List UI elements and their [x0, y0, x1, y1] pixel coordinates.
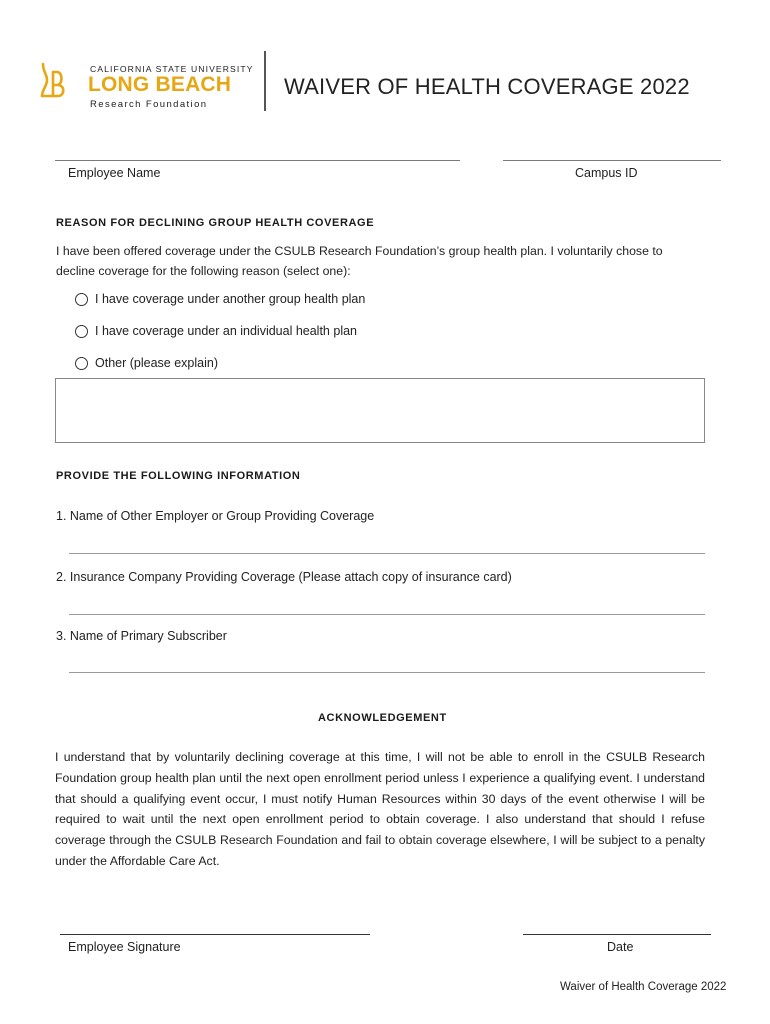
insurance-input-line[interactable]: [69, 614, 705, 615]
reason-intro-line1: I have been offered coverage under the CSULB Research Foundation’s group health plan. I voluntarily chose to: [56, 244, 663, 258]
reason-intro-line2: decline coverage for the following reason (select one):: [56, 264, 351, 278]
page-footer: Waiver of Health Coverage 2022: [560, 981, 727, 993]
header-divider: [264, 51, 266, 111]
employer-input-line[interactable]: [69, 553, 705, 554]
radio-button[interactable]: [75, 357, 88, 370]
radio-button[interactable]: [75, 325, 88, 338]
employee-signature-label: Employee Signature: [68, 940, 181, 954]
campus-id-field[interactable]: [503, 160, 721, 161]
option-label: I have coverage under an individual health plan: [95, 324, 357, 338]
page-title: WAIVER OF HEALTH COVERAGE 2022: [284, 74, 690, 99]
option-other[interactable]: [75, 356, 218, 370]
info-heading: PROVIDE THE FOLLOWING INFORMATION: [56, 470, 301, 482]
info-item-employer: 1. Name of Other Employer or Group Providing Coverage: [56, 509, 375, 523]
acknowledgement-heading: ACKNOWLEDGEMENT: [318, 712, 447, 724]
date-label: Date: [607, 940, 634, 954]
employee-name-field[interactable]: [55, 160, 460, 161]
subscriber-input-line[interactable]: [69, 672, 705, 673]
date-field[interactable]: [523, 934, 711, 935]
reason-heading: REASON FOR DECLINING GROUP HEALTH COVERAGE: [56, 217, 375, 229]
logo-university-text: CALIFORNIA STATE UNIVERSITY: [90, 64, 254, 74]
logo-campus-text: LONG BEACH: [88, 73, 232, 96]
option-group-plan[interactable]: [75, 292, 365, 306]
info-item-insurance: 2. Insurance Company Providing Coverage (Please attach copy of insurance card): [56, 570, 512, 584]
info-item-subscriber: 3. Name of Primary Subscriber: [56, 629, 227, 643]
acknowledgement-text: I understand that by voluntarily declining coverage at this time, I will not be able to enroll in the CSULB Research Foundation group health plan until the next open enrollment period unless I experience a qualifying event. I understand that should a qualifying event occur, I must notify Human Resources within 30 days of the event otherwise I will be required to wait until the next open enrollment period to obtain coverage. I also understand that should I refuse coverage through the CSULB Research Foundation and fail to obtain coverage elsewhere, I will be subject to a penalty under the Affordable Care Act.: [55, 750, 705, 868]
logo-foundation-text: Research Foundation: [90, 99, 208, 110]
campus-id-label: Campus ID: [575, 166, 638, 180]
option-label: Other (please explain): [95, 356, 218, 370]
option-individual-plan[interactable]: [75, 324, 357, 338]
employee-signature-field[interactable]: [60, 934, 370, 935]
radio-button[interactable]: [75, 293, 88, 306]
option-label: I have coverage under another group health plan: [95, 292, 366, 306]
lb-logo-icon: [38, 60, 68, 100]
other-explain-textbox[interactable]: [55, 378, 705, 443]
employee-name-label: Employee Name: [68, 166, 161, 180]
